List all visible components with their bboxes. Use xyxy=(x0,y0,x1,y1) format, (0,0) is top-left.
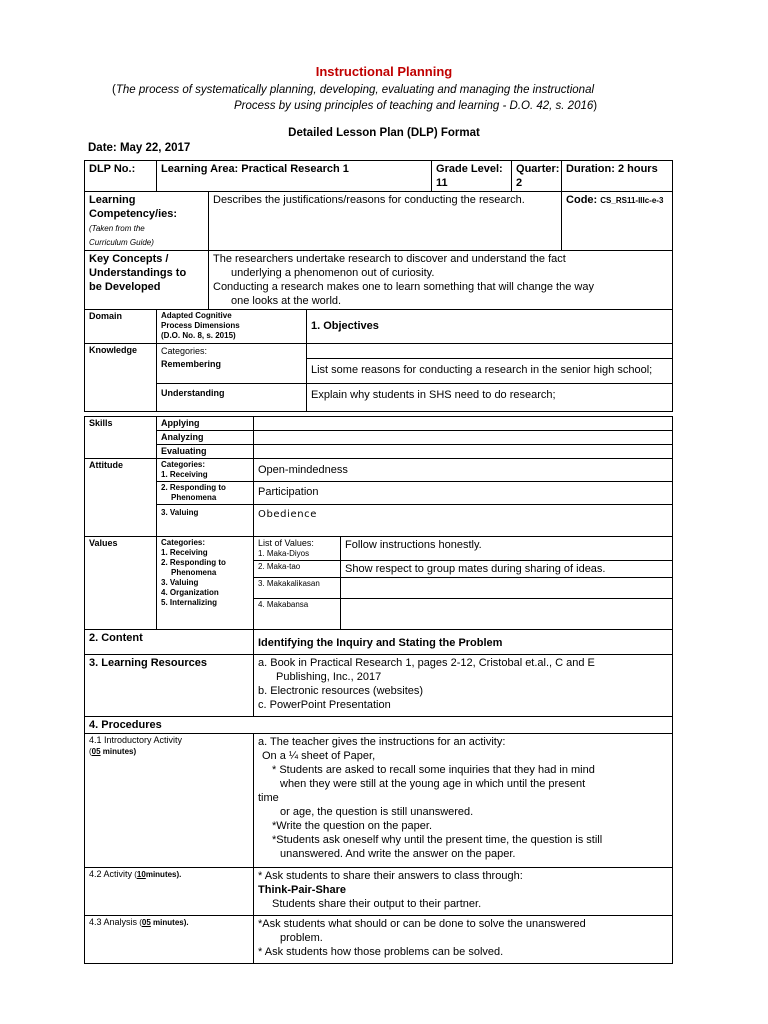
p41-line-8: *Students ask oneself why until the present time, the question is still xyxy=(272,834,603,846)
values-cat-2b: Phenomena xyxy=(171,568,217,577)
p43-minutes-close: minutes). xyxy=(150,918,189,927)
dlp-info-row xyxy=(85,161,673,192)
value-1: 1. Maka-Diyos xyxy=(258,549,310,558)
dlp-header-table xyxy=(84,160,673,412)
skills-evaluating-row xyxy=(85,445,673,459)
values-categories-cell xyxy=(157,537,254,630)
p43-minutes-open: ( xyxy=(137,918,142,927)
values-cat-5: 5. Internalizing xyxy=(161,598,218,607)
p42-minutes-open: ( xyxy=(132,870,137,879)
values-text-1-cell: Follow instructions honestly. xyxy=(341,537,673,561)
quarter-label: Quarter: xyxy=(516,163,560,175)
attitude-cat-1: 1. Receiving xyxy=(161,470,208,479)
applying-label-cell: Applying xyxy=(157,417,254,431)
code-label: Code: xyxy=(566,194,601,206)
p42-line-2: Think-Pair-Share xyxy=(258,884,347,896)
attitude-cat-2-cell xyxy=(157,482,254,505)
p43-line-2: problem. xyxy=(280,932,323,944)
key-concepts-text-cell xyxy=(209,251,673,310)
p42-minutes-value: 10 xyxy=(136,870,146,879)
values-list-label: List of Values: xyxy=(258,538,314,548)
activity-label-cell xyxy=(85,868,254,916)
document-title: Instructional Planning xyxy=(315,64,453,79)
evaluating-text-cell xyxy=(254,445,673,459)
cognitive-dims-cell xyxy=(157,310,307,344)
analyzing-text-cell xyxy=(254,431,673,445)
dims-line-3: (D.O. No. 8, s. 2015) xyxy=(161,331,236,340)
knowledge-categories-row xyxy=(85,344,673,359)
attitude-text-3-cell: Obedience xyxy=(254,505,673,537)
introductory-activity-label-cell xyxy=(85,734,254,868)
code-value: CS_RS11-IIIc-e-3 xyxy=(600,196,664,205)
p43-line-1: *Ask students what should or can be done to solve the unanswered xyxy=(258,918,586,930)
key-concepts-label-cell xyxy=(85,251,209,310)
attitude-row-2 xyxy=(85,482,673,505)
skills-analyzing-row xyxy=(85,431,673,445)
objectives-header-row xyxy=(85,310,673,344)
p41-minutes-open: ( xyxy=(89,747,92,756)
key-concepts-line-1: The researchers undertake research to discover and understand the fact xyxy=(213,253,566,265)
competency-text-cell: Describes the justifications/reasons for conducting the research. xyxy=(209,192,562,251)
quarter-value: 2 xyxy=(516,177,523,189)
attitude-label-cell: Attitude xyxy=(85,459,157,537)
values-categories-label: Categories: xyxy=(161,538,206,547)
procedures-header-row xyxy=(85,717,673,734)
attitude-categories-label: Categories: xyxy=(161,460,206,469)
understanding-label-cell: Understanding xyxy=(157,383,307,411)
subtitle-line-2: Process by using principles of teaching and learning - D.O. 42, s. 2016 xyxy=(234,100,594,112)
p41-minutes xyxy=(89,747,136,756)
understanding-row xyxy=(85,383,673,411)
competency-label-1: Learning xyxy=(89,194,136,206)
p41-line-4: when they were still at the young age in which until the present xyxy=(280,778,586,790)
analysis-label-cell xyxy=(85,916,254,964)
introductory-activity-text-cell xyxy=(254,734,673,868)
competency-note-2: Curriculum Guide) xyxy=(89,238,154,247)
p41-line-5: time xyxy=(258,792,279,804)
attitude-text-1-cell: Open-mindedness xyxy=(254,459,673,482)
attitude-cat-3-cell: 3. Valuing xyxy=(157,505,254,537)
attitude-text-2-cell: Participation xyxy=(254,482,673,505)
values-list-4-cell: 4. Makabansa xyxy=(254,599,341,630)
attitude-row-1 xyxy=(85,459,673,482)
resource-a-line-2: Publishing, Inc., 2017 xyxy=(276,671,382,683)
subtitle-paren-open: ( xyxy=(112,84,116,96)
knowledge-label-cell: Knowledge xyxy=(85,344,157,412)
activity-row xyxy=(85,868,673,916)
key-concepts-label-1: Key Concepts / xyxy=(89,253,169,265)
competency-note-1: (Taken from the xyxy=(89,224,145,233)
attitude-cat-2b: Phenomena xyxy=(171,493,217,502)
p43-minutes-value: 05 xyxy=(141,918,151,927)
key-concepts-label-3: be Developed xyxy=(89,281,161,293)
values-text-2-cell: Show respect to group mates during sharing of ideas. xyxy=(341,561,673,578)
resources-text-cell xyxy=(254,655,673,717)
activity-text-cell xyxy=(254,868,673,916)
values-cat-2a: 2. Responding to xyxy=(161,558,226,567)
values-list-2-cell: 2. Maka-tao xyxy=(254,561,341,578)
competency-label-cell xyxy=(85,192,209,251)
skills-label-cell: Skills xyxy=(85,417,157,459)
resource-b: b. Electronic resources (websites) xyxy=(258,685,424,697)
objectives-heading-cell: 1. Objectives xyxy=(307,310,673,344)
p41-line-2: On a ¼ sheet of Paper, xyxy=(262,750,376,762)
p41-line-3: * Students are asked to recall some inquiries that they had in mind xyxy=(272,764,595,776)
p41-minutes-close: minutes) xyxy=(100,747,137,756)
p41-line-9: unanswered. And write the answer on the paper. xyxy=(280,848,516,860)
subtitle-line-1: The process of systematically planning, developing, evaluating and managing the instructional xyxy=(115,84,595,96)
remembering-text-cell: List some reasons for conducting a research in the senior high school; xyxy=(307,358,673,383)
analysis-row xyxy=(85,916,673,964)
values-label-cell: Values xyxy=(85,537,157,630)
key-concepts-label-2: Understandings to xyxy=(89,267,187,279)
values-list-3-cell: 3. Makakalikasan xyxy=(254,578,341,599)
values-row-1 xyxy=(85,537,673,561)
remembering-row xyxy=(85,358,673,383)
evaluating-label-cell: Evaluating xyxy=(157,445,254,459)
subtitle-paren-close: ) xyxy=(593,100,598,112)
values-text-3-cell xyxy=(341,578,673,599)
p41-minutes-value: 05 xyxy=(91,747,101,756)
dims-line-2: Process Dimensions xyxy=(161,321,240,330)
knowledge-categories-blank xyxy=(307,344,673,359)
resource-c: c. PowerPoint Presentation xyxy=(258,699,391,711)
p42-minutes-close: minutes). xyxy=(145,870,182,879)
competency-label-2: Competency/ies: xyxy=(89,208,178,220)
values-cat-1: 1. Receiving xyxy=(161,548,208,557)
skills-applying-row xyxy=(85,417,673,431)
analysis-text-cell xyxy=(254,916,673,964)
p42-label: 4.2 Activity xyxy=(89,869,133,879)
key-concepts-line-4: one looks at the world. xyxy=(231,295,342,307)
document-subtitle xyxy=(112,82,672,114)
duration-cell: Duration: 2 hours xyxy=(562,161,673,192)
p42-line-1: * Ask students to share their answers to class through: xyxy=(258,870,523,882)
p41-label: 4.1 Introductory Activity xyxy=(89,735,183,745)
key-concepts-line-3: Conducting a research makes one to learn something that will change the way xyxy=(213,281,594,293)
values-cat-3: 3. Valuing xyxy=(161,578,199,587)
p41-line-6: or age, the question is still unanswered. xyxy=(280,806,474,818)
dims-line-1: Adapted Cognitive xyxy=(161,311,232,320)
analyzing-label-cell: Analyzing xyxy=(157,431,254,445)
competency-row xyxy=(85,192,673,251)
objectives-procedures-table xyxy=(84,416,673,964)
knowledge-categories-cell: Categories: xyxy=(157,344,307,359)
understanding-text-cell: Explain why students in SHS need to do research; xyxy=(307,383,673,411)
values-list-1-cell xyxy=(254,537,341,561)
values-text-4-cell xyxy=(341,599,673,630)
dlp-no-cell: DLP No.: xyxy=(85,161,157,192)
p41-line-7: *Write the question on the paper. xyxy=(272,820,433,832)
learning-area-cell: Learning Area: Practical Research 1 xyxy=(157,161,432,192)
grade-level-cell: Grade Level: 11 xyxy=(432,161,512,192)
p43-line-3: * Ask students how those problems can be solved. xyxy=(258,946,504,958)
key-concepts-row xyxy=(85,251,673,310)
values-cat-4: 4. Organization xyxy=(161,588,219,597)
attitude-cat-1-cell xyxy=(157,459,254,482)
code-cell xyxy=(562,192,673,251)
lesson-date: Date: May 22, 2017 xyxy=(88,142,191,154)
remembering-label-cell: Remembering xyxy=(157,358,307,383)
procedures-label-cell: 4. Procedures xyxy=(85,717,673,734)
attitude-cat-2a: 2. Responding to xyxy=(161,483,226,492)
p42-line-3: Students share their output to their partner. xyxy=(272,898,482,910)
quarter-cell xyxy=(512,161,562,192)
subtitle-line-2-wrap xyxy=(112,98,672,114)
p42-minutes xyxy=(132,870,181,879)
introductory-activity-row xyxy=(85,734,673,868)
content-label-cell: 2. Content xyxy=(85,630,254,655)
format-title: Detailed Lesson Plan (DLP) Format xyxy=(288,127,480,139)
p43-label: 4.3 Analysis xyxy=(89,917,138,927)
resources-label-cell: 3. Learning Resources xyxy=(85,655,254,717)
attitude-row-3 xyxy=(85,505,673,537)
resources-row xyxy=(85,655,673,717)
key-concepts-line-2: underlying a phenomenon out of curiosity. xyxy=(231,267,435,279)
p43-minutes xyxy=(137,918,189,927)
p41-line-1: a. The teacher gives the instructions for an activity: xyxy=(258,736,506,748)
content-text-cell: Identifying the Inquiry and Stating the Problem xyxy=(254,630,673,655)
domain-cell: Domain xyxy=(85,310,157,344)
content-row xyxy=(85,630,673,655)
resource-a-line-1: a. Book in Practical Research 1, pages 2-12, Cristobal et.al., C and E xyxy=(258,657,595,669)
applying-text-cell xyxy=(254,417,673,431)
